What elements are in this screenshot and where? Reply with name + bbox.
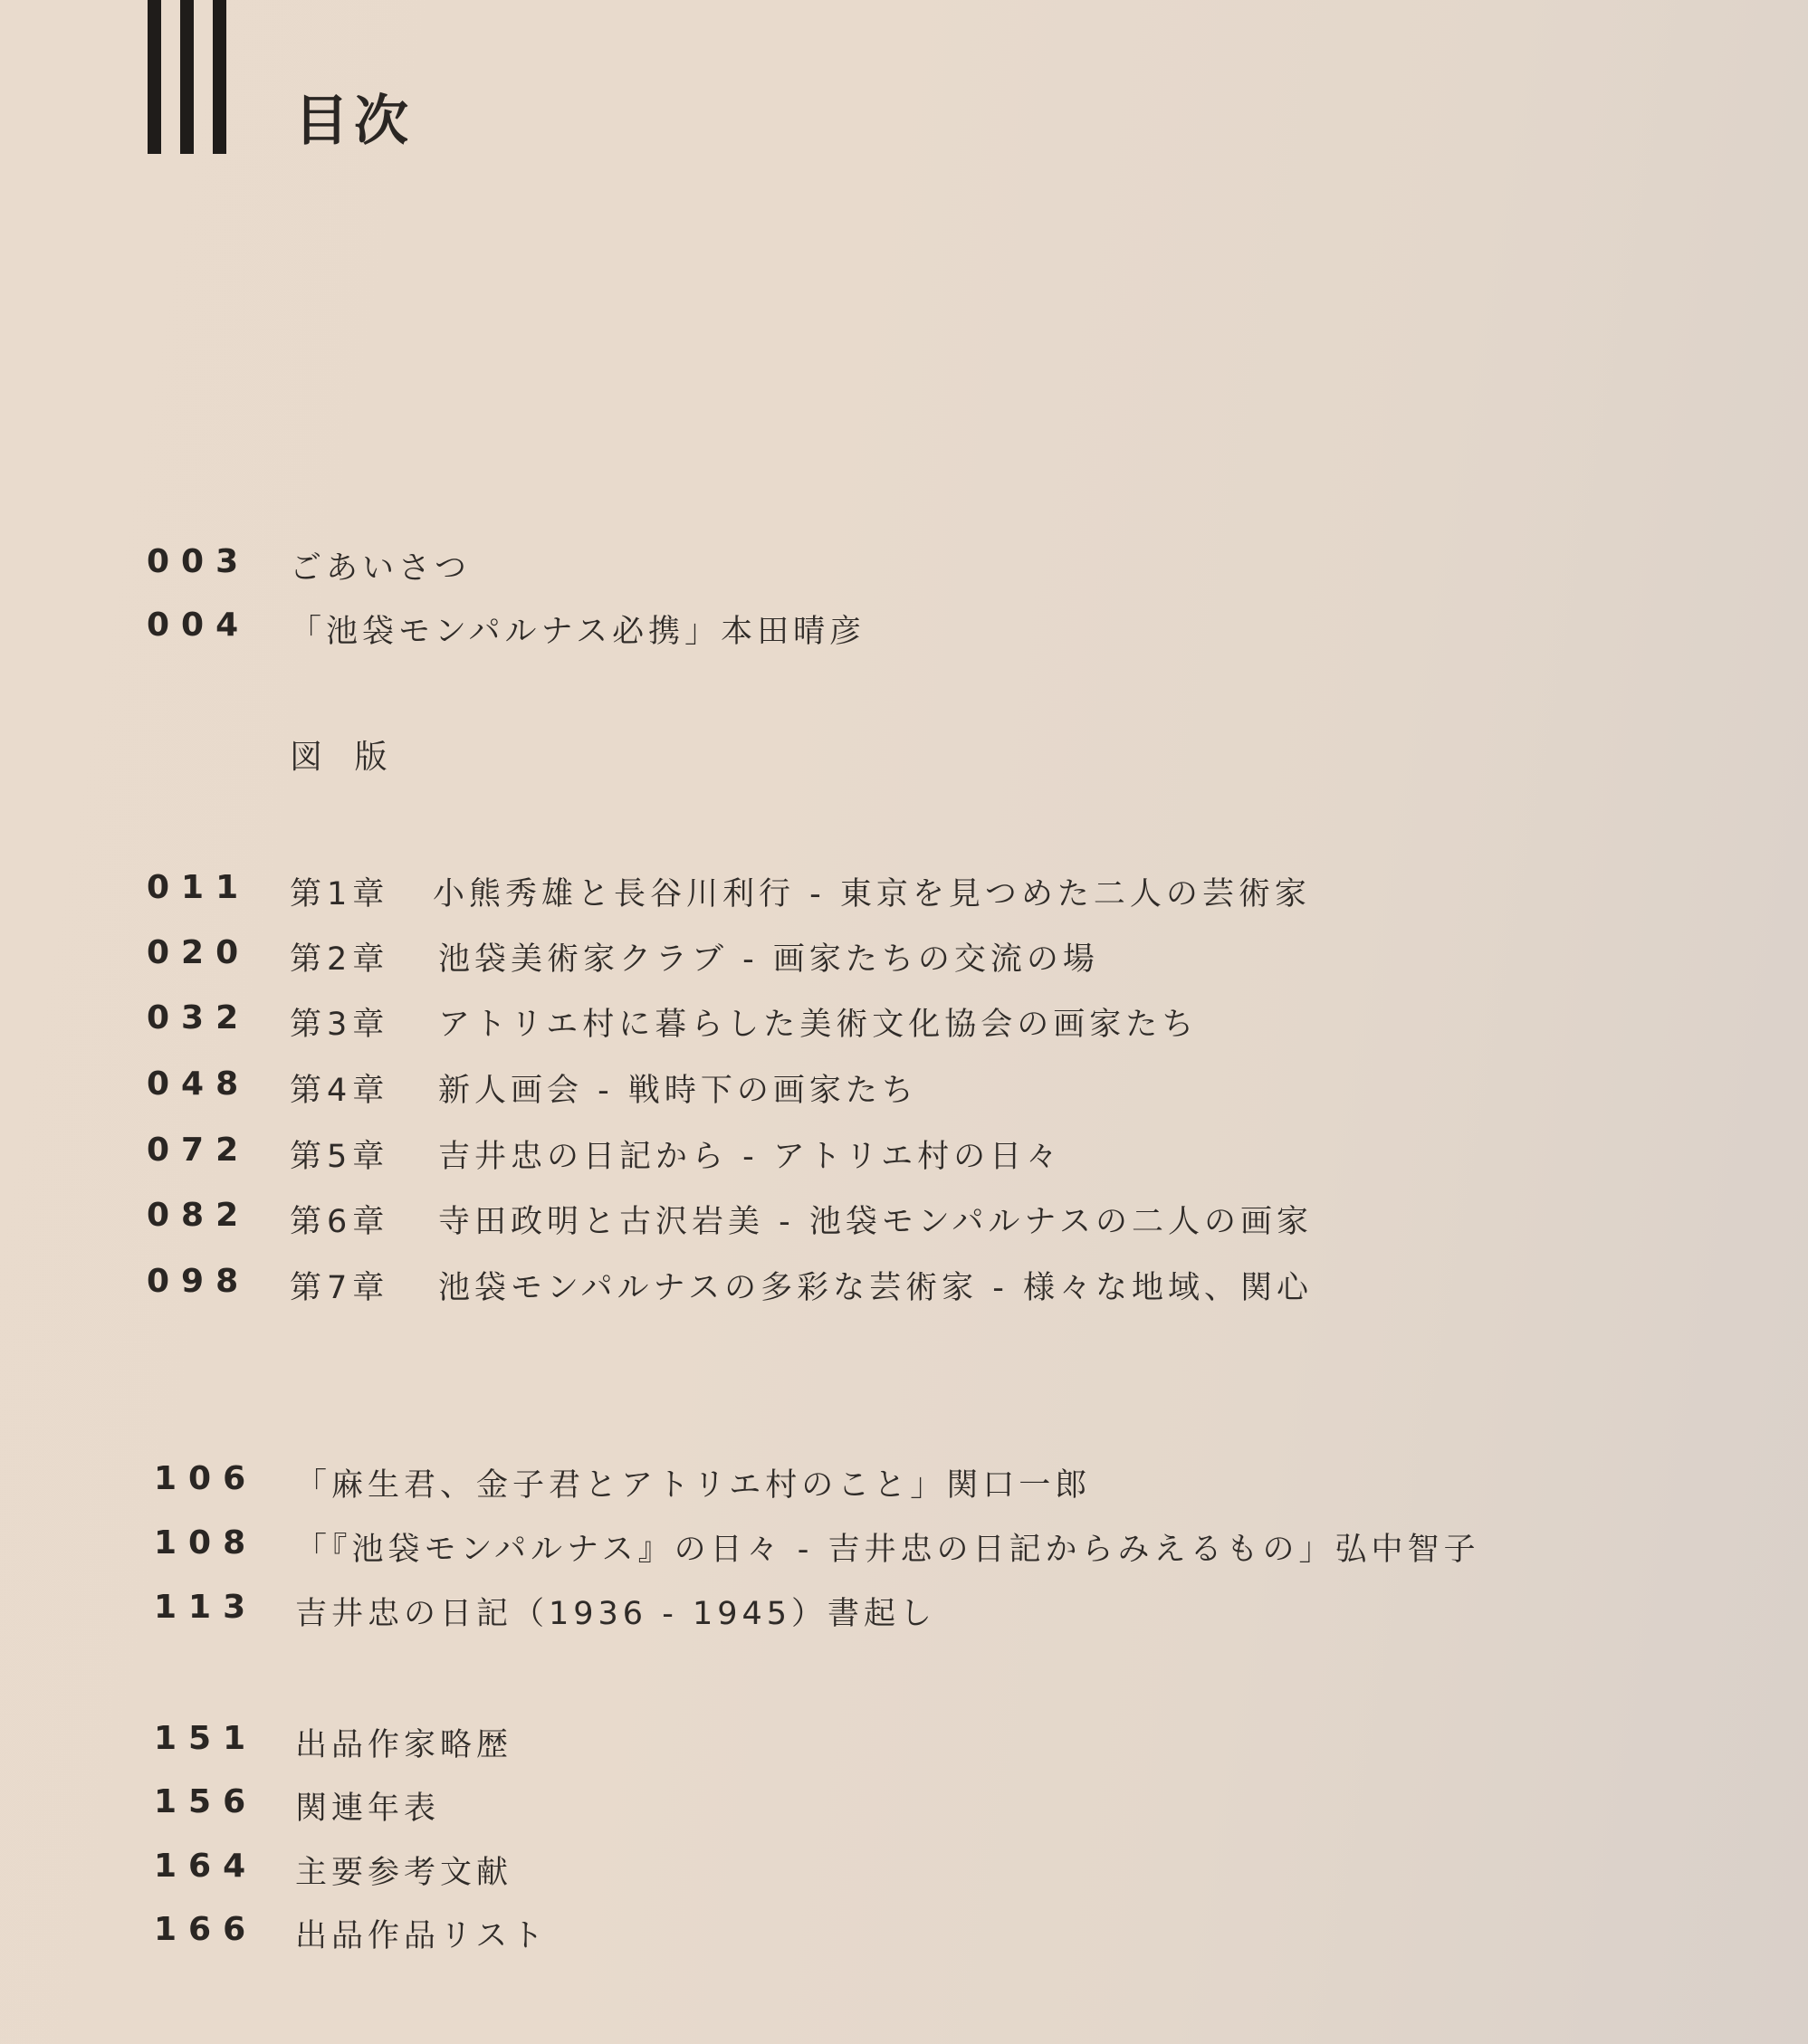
decorative-bars: [148, 0, 229, 154]
page-number: 113: [154, 1589, 258, 1626]
entry-title: 「『池袋モンパルナス』の日々 - 吉井忠の日記からみえるもの」弘中智子: [295, 1532, 1480, 1568]
chapter-number: 第4章: [290, 1073, 390, 1109]
page-number: 098: [147, 1263, 251, 1300]
page-number: 151: [154, 1720, 258, 1757]
chapter-number: 第2章: [290, 941, 390, 978]
entry-title: 「麻生君、金子君とアトリエ村のこと」関口一郎: [295, 1467, 1092, 1504]
chapter-title: 寺田政明と古沢岩美 - 池袋モンパルナスの二人の画家: [438, 1204, 1314, 1240]
entry-title: 関連年表: [295, 1791, 441, 1827]
entry-title: 吉井忠の日記（1936 - 1945）書起し: [295, 1596, 937, 1632]
page-number: 106: [154, 1460, 258, 1497]
page-number: 020: [147, 934, 251, 971]
chapter-title: 新人画会 - 戦時下の画家たち: [438, 1073, 918, 1109]
chapter-title: 池袋美術家クラブ - 画家たちの交流の場: [438, 941, 1099, 978]
page-number: 108: [154, 1524, 258, 1562]
page-number: 156: [154, 1783, 258, 1820]
chapter-title: アトリエ村に暮らした美術文化協会の画家たち: [438, 1007, 1199, 1043]
entry-title: 「池袋モンパルナス必携」本田晴彦: [290, 614, 866, 650]
chapter-number: 第3章: [290, 1007, 390, 1043]
bar-2: [180, 0, 194, 154]
chapter-title: 小熊秀雄と長谷川利行 - 東京を見つめた二人の芸術家: [433, 876, 1311, 912]
entry-title: 出品作家略歴: [295, 1727, 513, 1763]
page-number: 048: [147, 1065, 251, 1103]
chapter-number: 第1章: [290, 876, 390, 912]
chapter-number: 第7章: [290, 1270, 390, 1306]
page-number: 166: [154, 1911, 258, 1948]
entry-title: 主要参考文献: [295, 1855, 513, 1891]
page-number: 164: [154, 1848, 258, 1885]
chapter-title: 吉井忠の日記から - アトリエ村の日々: [438, 1139, 1063, 1175]
page-number: 011: [147, 869, 251, 906]
chapter-title: 池袋モンパルナスの多彩な芸術家 - 様々な地域、関心: [438, 1270, 1314, 1306]
page-number: 003: [147, 543, 251, 580]
page-number: 082: [147, 1197, 251, 1234]
page-number: 032: [147, 999, 251, 1036]
entry-title: 出品作品リスト: [295, 1918, 549, 1954]
plates-label: 図 版: [290, 739, 398, 776]
page-number: 072: [147, 1132, 251, 1169]
entry-title: ごあいさつ: [290, 550, 472, 587]
page-title: 目次: [294, 90, 414, 153]
bar-3: [213, 0, 226, 154]
page-number: 004: [147, 607, 251, 644]
chapter-number: 第5章: [290, 1139, 390, 1175]
bar-1: [148, 0, 161, 154]
chapter-number: 第6章: [290, 1204, 390, 1240]
